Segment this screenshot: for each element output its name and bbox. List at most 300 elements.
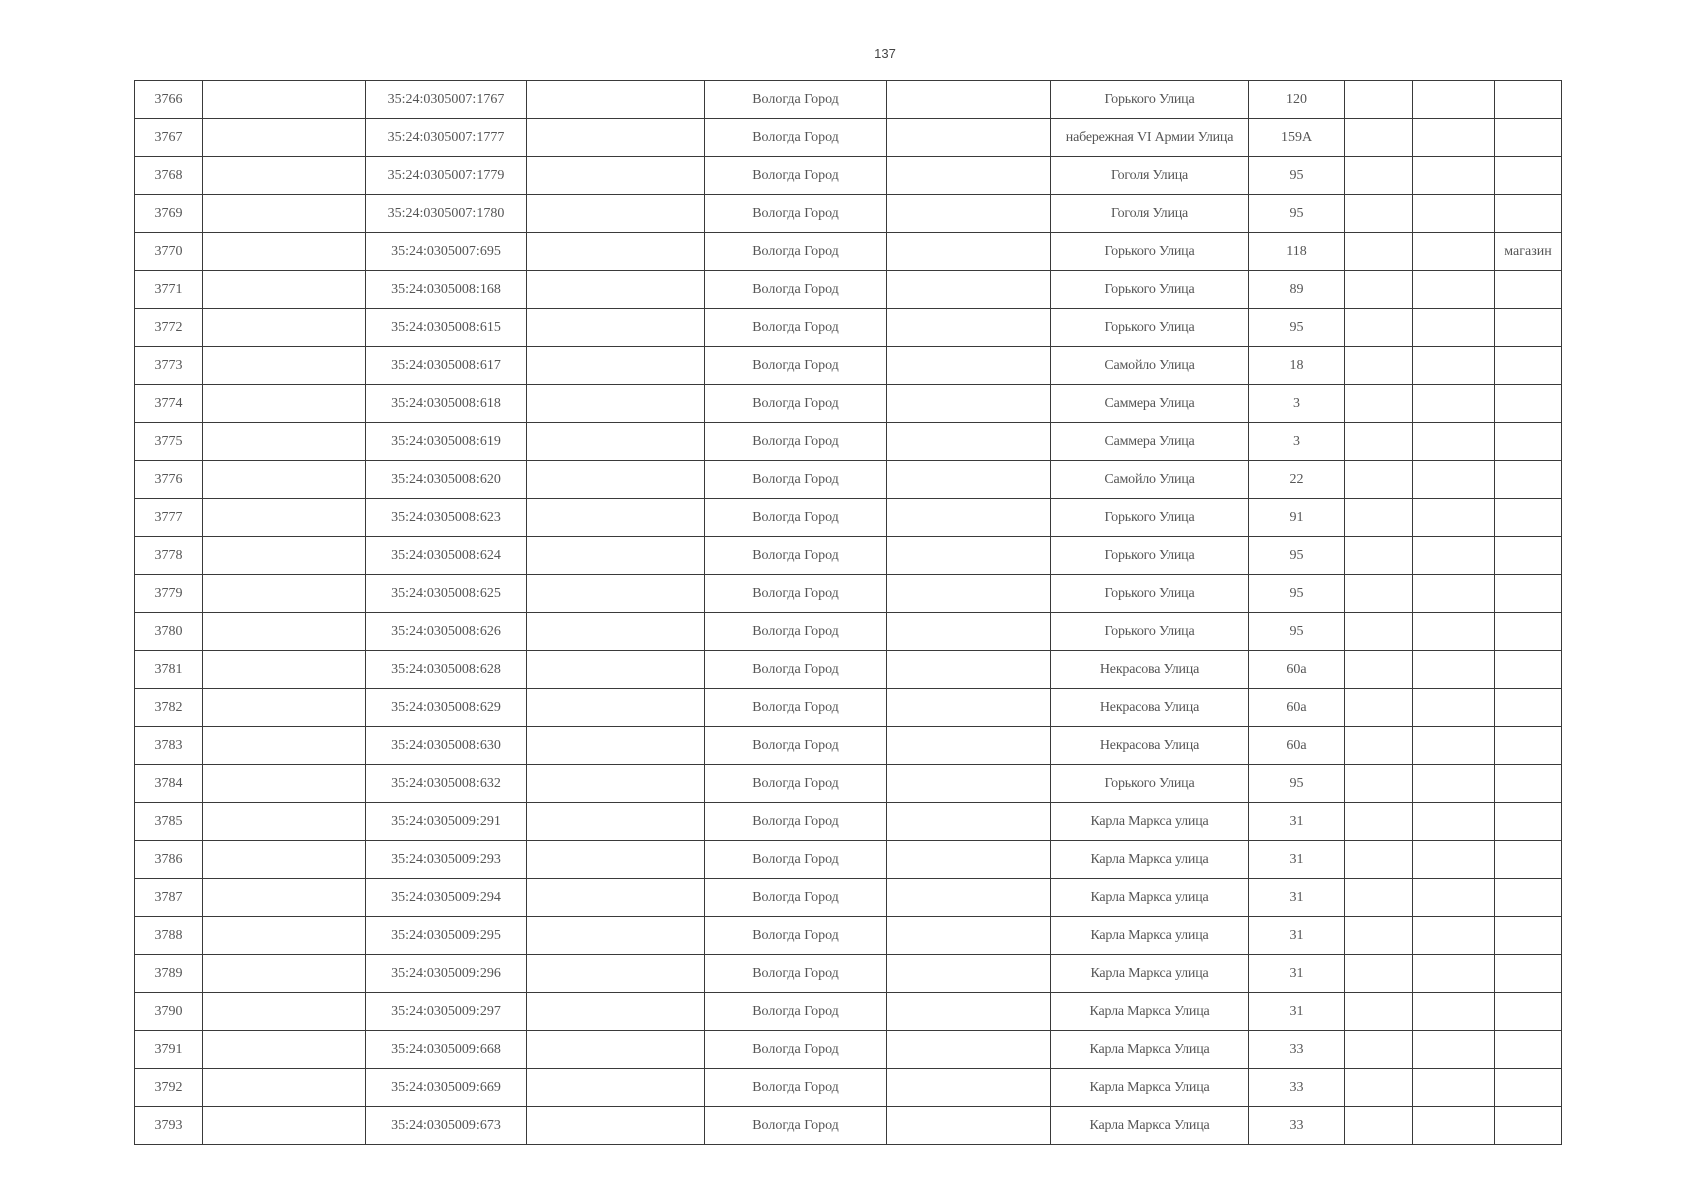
table-row (135, 537, 1562, 575)
empty-cell (203, 195, 366, 233)
empty-cell (887, 879, 1051, 917)
row-number-cell: 3771 (135, 271, 203, 309)
empty-cell (887, 423, 1051, 461)
cadastral-number-cell: 35:24:0305008:623 (366, 499, 527, 537)
empty-cell (887, 499, 1051, 537)
note-cell (1495, 575, 1562, 613)
empty-cell (203, 575, 366, 613)
house-number-cell: 159А (1249, 119, 1345, 157)
empty-cell (1413, 233, 1495, 271)
cadastral-number-cell: 35:24:0305008:617 (366, 347, 527, 385)
note-cell (1495, 157, 1562, 195)
row-number-cell: 3790 (135, 993, 203, 1031)
street-cell: Самойло Улица (1051, 347, 1249, 385)
note-cell (1495, 385, 1562, 423)
street-cell: Горького Улица (1051, 233, 1249, 271)
cadastral-number-cell: 35:24:0305009:669 (366, 1069, 527, 1107)
empty-cell (203, 651, 366, 689)
table-row (135, 841, 1562, 879)
table-row (135, 195, 1562, 233)
house-number-cell: 95 (1249, 157, 1345, 195)
note-cell (1495, 651, 1562, 689)
empty-cell (1345, 1031, 1413, 1069)
empty-cell (527, 727, 705, 765)
house-number-cell: 31 (1249, 879, 1345, 917)
house-number-cell: 60а (1249, 689, 1345, 727)
empty-cell (887, 651, 1051, 689)
locality-cell: Вологда Город (705, 119, 887, 157)
locality-cell: Вологда Город (705, 233, 887, 271)
note-cell (1495, 727, 1562, 765)
cadastral-number-cell: 35:24:0305007:1767 (366, 81, 527, 119)
empty-cell (1413, 689, 1495, 727)
empty-cell (527, 233, 705, 271)
empty-cell (527, 157, 705, 195)
empty-cell (1345, 1107, 1413, 1145)
row-number-cell: 3781 (135, 651, 203, 689)
row-number-cell: 3769 (135, 195, 203, 233)
row-number-cell: 3787 (135, 879, 203, 917)
note-cell (1495, 423, 1562, 461)
empty-cell (1413, 1031, 1495, 1069)
cadastral-number-cell: 35:24:0305008:624 (366, 537, 527, 575)
empty-cell (1345, 233, 1413, 271)
empty-cell (1345, 917, 1413, 955)
table-row (135, 955, 1562, 993)
table-row (135, 461, 1562, 499)
empty-cell (203, 917, 366, 955)
house-number-cell: 120 (1249, 81, 1345, 119)
empty-cell (203, 1031, 366, 1069)
house-number-cell: 33 (1249, 1031, 1345, 1069)
street-cell: Некрасова Улица (1051, 651, 1249, 689)
empty-cell (1413, 879, 1495, 917)
empty-cell (1413, 81, 1495, 119)
table-row (135, 765, 1562, 803)
note-cell (1495, 917, 1562, 955)
note-cell (1495, 461, 1562, 499)
empty-cell (203, 1069, 366, 1107)
locality-cell: Вологда Город (705, 955, 887, 993)
table-body (135, 81, 1562, 1145)
empty-cell (203, 727, 366, 765)
table-row (135, 613, 1562, 651)
empty-cell (1413, 385, 1495, 423)
row-number-cell: 3779 (135, 575, 203, 613)
note-cell (1495, 765, 1562, 803)
locality-cell: Вологда Город (705, 157, 887, 195)
table-row (135, 309, 1562, 347)
street-cell: Горького Улица (1051, 309, 1249, 347)
cadastral-number-cell: 35:24:0305008:628 (366, 651, 527, 689)
note-cell (1495, 955, 1562, 993)
table-row (135, 499, 1562, 537)
empty-cell (1345, 423, 1413, 461)
empty-cell (203, 385, 366, 423)
note-cell (1495, 271, 1562, 309)
street-cell: Некрасова Улица (1051, 727, 1249, 765)
locality-cell: Вологда Город (705, 309, 887, 347)
empty-cell (527, 879, 705, 917)
locality-cell: Вологда Город (705, 575, 887, 613)
empty-cell (887, 575, 1051, 613)
street-cell: Карла Маркса Улица (1051, 1069, 1249, 1107)
empty-cell (527, 1069, 705, 1107)
row-number-cell: 3783 (135, 727, 203, 765)
empty-cell (887, 233, 1051, 271)
house-number-cell: 118 (1249, 233, 1345, 271)
note-cell (1495, 803, 1562, 841)
locality-cell: Вологда Город (705, 1069, 887, 1107)
row-number-cell: 3775 (135, 423, 203, 461)
empty-cell (1345, 195, 1413, 233)
empty-cell (1413, 195, 1495, 233)
empty-cell (203, 423, 366, 461)
cadastral-number-cell: 35:24:0305009:297 (366, 993, 527, 1031)
locality-cell: Вологда Город (705, 841, 887, 879)
row-number-cell: 3777 (135, 499, 203, 537)
empty-cell (887, 347, 1051, 385)
table-row (135, 423, 1562, 461)
empty-cell (1413, 727, 1495, 765)
registry-table (134, 80, 1562, 1145)
empty-cell (527, 461, 705, 499)
table-row (135, 879, 1562, 917)
house-number-cell: 33 (1249, 1069, 1345, 1107)
house-number-cell: 95 (1249, 613, 1345, 651)
table-row (135, 993, 1562, 1031)
cadastral-number-cell: 35:24:0305008:620 (366, 461, 527, 499)
empty-cell (1345, 689, 1413, 727)
cadastral-number-cell: 35:24:0305009:296 (366, 955, 527, 993)
table-row (135, 1069, 1562, 1107)
cadastral-number-cell: 35:24:0305007:1779 (366, 157, 527, 195)
empty-cell (1413, 499, 1495, 537)
empty-cell (527, 765, 705, 803)
locality-cell: Вологда Город (705, 879, 887, 917)
empty-cell (1413, 119, 1495, 157)
empty-cell (203, 841, 366, 879)
empty-cell (1345, 651, 1413, 689)
empty-cell (1345, 727, 1413, 765)
note-cell (1495, 879, 1562, 917)
locality-cell: Вологда Город (705, 727, 887, 765)
empty-cell (1413, 1069, 1495, 1107)
street-cell: Гоголя Улица (1051, 157, 1249, 195)
table-row (135, 651, 1562, 689)
note-cell (1495, 841, 1562, 879)
table-row (135, 917, 1562, 955)
cadastral-number-cell: 35:24:0305008:626 (366, 613, 527, 651)
row-number-cell: 3782 (135, 689, 203, 727)
empty-cell (1345, 461, 1413, 499)
empty-cell (887, 81, 1051, 119)
locality-cell: Вологда Город (705, 1031, 887, 1069)
empty-cell (887, 119, 1051, 157)
empty-cell (1413, 347, 1495, 385)
row-number-cell: 3774 (135, 385, 203, 423)
empty-cell (1345, 803, 1413, 841)
empty-cell (203, 537, 366, 575)
street-cell: Горького Улица (1051, 613, 1249, 651)
street-cell: Карла Маркса улица (1051, 803, 1249, 841)
street-cell: Карла Маркса улица (1051, 841, 1249, 879)
house-number-cell: 95 (1249, 309, 1345, 347)
cadastral-number-cell: 35:24:0305007:1777 (366, 119, 527, 157)
empty-cell (1413, 803, 1495, 841)
empty-cell (887, 537, 1051, 575)
empty-cell (887, 385, 1051, 423)
empty-cell (1345, 271, 1413, 309)
house-number-cell: 95 (1249, 195, 1345, 233)
empty-cell (527, 423, 705, 461)
empty-cell (527, 993, 705, 1031)
empty-cell (887, 271, 1051, 309)
house-number-cell: 31 (1249, 917, 1345, 955)
empty-cell (887, 195, 1051, 233)
empty-cell (1345, 955, 1413, 993)
empty-cell (1413, 841, 1495, 879)
empty-cell (1413, 993, 1495, 1031)
empty-cell (1413, 651, 1495, 689)
empty-cell (887, 1069, 1051, 1107)
empty-cell (527, 651, 705, 689)
empty-cell (203, 309, 366, 347)
locality-cell: Вологда Город (705, 499, 887, 537)
street-cell: Карла Маркса Улица (1051, 993, 1249, 1031)
street-cell: Карла Маркса улица (1051, 917, 1249, 955)
row-number-cell: 3792 (135, 1069, 203, 1107)
empty-cell (203, 803, 366, 841)
empty-cell (887, 689, 1051, 727)
street-cell: Карла Маркса Улица (1051, 1031, 1249, 1069)
table-row (135, 233, 1562, 271)
locality-cell: Вологда Город (705, 347, 887, 385)
locality-cell: Вологда Город (705, 993, 887, 1031)
table-row (135, 803, 1562, 841)
empty-cell (527, 385, 705, 423)
empty-cell (1413, 613, 1495, 651)
cadastral-number-cell: 35:24:0305007:695 (366, 233, 527, 271)
locality-cell: Вологда Город (705, 917, 887, 955)
table-row (135, 119, 1562, 157)
house-number-cell: 31 (1249, 803, 1345, 841)
table-row (135, 575, 1562, 613)
cadastral-number-cell: 35:24:0305009:673 (366, 1107, 527, 1145)
empty-cell (203, 1107, 366, 1145)
street-cell: Некрасова Улица (1051, 689, 1249, 727)
empty-cell (887, 765, 1051, 803)
table-row (135, 727, 1562, 765)
empty-cell (887, 917, 1051, 955)
empty-cell (887, 955, 1051, 993)
empty-cell (1345, 385, 1413, 423)
cadastral-number-cell: 35:24:0305008:168 (366, 271, 527, 309)
empty-cell (527, 803, 705, 841)
empty-cell (527, 537, 705, 575)
empty-cell (887, 1031, 1051, 1069)
empty-cell (527, 689, 705, 727)
house-number-cell: 31 (1249, 993, 1345, 1031)
empty-cell (203, 499, 366, 537)
empty-cell (1413, 765, 1495, 803)
empty-cell (203, 81, 366, 119)
empty-cell (203, 157, 366, 195)
empty-cell (1345, 1069, 1413, 1107)
note-cell (1495, 1107, 1562, 1145)
empty-cell (527, 81, 705, 119)
street-cell: Саммера Улица (1051, 385, 1249, 423)
empty-cell (887, 841, 1051, 879)
empty-cell (527, 309, 705, 347)
row-number-cell: 3780 (135, 613, 203, 651)
house-number-cell: 91 (1249, 499, 1345, 537)
empty-cell (1413, 537, 1495, 575)
house-number-cell: 95 (1249, 575, 1345, 613)
row-number-cell: 3785 (135, 803, 203, 841)
cadastral-number-cell: 35:24:0305007:1780 (366, 195, 527, 233)
empty-cell (887, 993, 1051, 1031)
locality-cell: Вологда Город (705, 423, 887, 461)
cadastral-number-cell: 35:24:0305009:291 (366, 803, 527, 841)
note-cell (1495, 1031, 1562, 1069)
empty-cell (527, 347, 705, 385)
empty-cell (203, 347, 366, 385)
empty-cell (1413, 271, 1495, 309)
empty-cell (527, 841, 705, 879)
note-cell (1495, 537, 1562, 575)
cadastral-number-cell: 35:24:0305008:625 (366, 575, 527, 613)
note-cell (1495, 195, 1562, 233)
empty-cell (527, 1031, 705, 1069)
empty-cell (1345, 841, 1413, 879)
empty-cell (1345, 309, 1413, 347)
row-number-cell: 3772 (135, 309, 203, 347)
locality-cell: Вологда Город (705, 803, 887, 841)
row-number-cell: 3788 (135, 917, 203, 955)
table-row (135, 1107, 1562, 1145)
row-number-cell: 3768 (135, 157, 203, 195)
cadastral-number-cell: 35:24:0305009:668 (366, 1031, 527, 1069)
cadastral-number-cell: 35:24:0305008:632 (366, 765, 527, 803)
note-cell (1495, 347, 1562, 385)
note-cell (1495, 613, 1562, 651)
cadastral-number-cell: 35:24:0305008:630 (366, 727, 527, 765)
note-cell (1495, 119, 1562, 157)
house-number-cell: 95 (1249, 765, 1345, 803)
empty-cell (203, 119, 366, 157)
locality-cell: Вологда Город (705, 385, 887, 423)
locality-cell: Вологда Город (705, 651, 887, 689)
street-cell: Горького Улица (1051, 271, 1249, 309)
empty-cell (203, 613, 366, 651)
locality-cell: Вологда Город (705, 689, 887, 727)
cadastral-number-cell: 35:24:0305009:295 (366, 917, 527, 955)
locality-cell: Вологда Город (705, 81, 887, 119)
note-cell (1495, 1069, 1562, 1107)
empty-cell (1345, 993, 1413, 1031)
table-row (135, 1031, 1562, 1069)
locality-cell: Вологда Город (705, 271, 887, 309)
note-cell (1495, 689, 1562, 727)
empty-cell (1413, 309, 1495, 347)
house-number-cell: 3 (1249, 423, 1345, 461)
house-number-cell: 22 (1249, 461, 1345, 499)
empty-cell (203, 461, 366, 499)
empty-cell (887, 613, 1051, 651)
street-cell: Горького Улица (1051, 537, 1249, 575)
row-number-cell: 3786 (135, 841, 203, 879)
house-number-cell: 60а (1249, 651, 1345, 689)
empty-cell (887, 309, 1051, 347)
empty-cell (1345, 119, 1413, 157)
table-row (135, 347, 1562, 385)
street-cell: Горького Улица (1051, 499, 1249, 537)
empty-cell (527, 119, 705, 157)
row-number-cell: 3766 (135, 81, 203, 119)
house-number-cell: 31 (1249, 841, 1345, 879)
house-number-cell: 3 (1249, 385, 1345, 423)
row-number-cell: 3773 (135, 347, 203, 385)
locality-cell: Вологда Город (705, 1107, 887, 1145)
street-cell: набережная VI Армии Улица (1051, 119, 1249, 157)
house-number-cell: 95 (1249, 537, 1345, 575)
empty-cell (1345, 81, 1413, 119)
empty-cell (1345, 537, 1413, 575)
cadastral-number-cell: 35:24:0305008:629 (366, 689, 527, 727)
empty-cell (1413, 575, 1495, 613)
cadastral-number-cell: 35:24:0305009:293 (366, 841, 527, 879)
empty-cell (1413, 461, 1495, 499)
row-number-cell: 3767 (135, 119, 203, 157)
house-number-cell: 60а (1249, 727, 1345, 765)
street-cell: Карла Маркса улица (1051, 879, 1249, 917)
locality-cell: Вологда Город (705, 765, 887, 803)
note-cell (1495, 993, 1562, 1031)
cadastral-number-cell: 35:24:0305009:294 (366, 879, 527, 917)
street-cell: Горького Улица (1051, 765, 1249, 803)
street-cell: Карла Маркса улица (1051, 955, 1249, 993)
empty-cell (1413, 1107, 1495, 1145)
note-cell: магазин (1495, 233, 1562, 271)
locality-cell: Вологда Город (705, 613, 887, 651)
street-cell: Самойло Улица (1051, 461, 1249, 499)
locality-cell: Вологда Город (705, 461, 887, 499)
empty-cell (203, 765, 366, 803)
street-cell: Карла Маркса Улица (1051, 1107, 1249, 1145)
empty-cell (1345, 765, 1413, 803)
street-cell: Горького Улица (1051, 81, 1249, 119)
empty-cell (887, 727, 1051, 765)
empty-cell (887, 1107, 1051, 1145)
empty-cell (527, 917, 705, 955)
empty-cell (1345, 613, 1413, 651)
row-number-cell: 3770 (135, 233, 203, 271)
empty-cell (527, 499, 705, 537)
note-cell (1495, 499, 1562, 537)
empty-cell (527, 955, 705, 993)
table-row (135, 385, 1562, 423)
street-cell: Саммера Улица (1051, 423, 1249, 461)
note-cell (1495, 309, 1562, 347)
row-number-cell: 3793 (135, 1107, 203, 1145)
house-number-cell: 33 (1249, 1107, 1345, 1145)
locality-cell: Вологда Город (705, 537, 887, 575)
empty-cell (1345, 157, 1413, 195)
empty-cell (203, 233, 366, 271)
empty-cell (1345, 879, 1413, 917)
row-number-cell: 3791 (135, 1031, 203, 1069)
